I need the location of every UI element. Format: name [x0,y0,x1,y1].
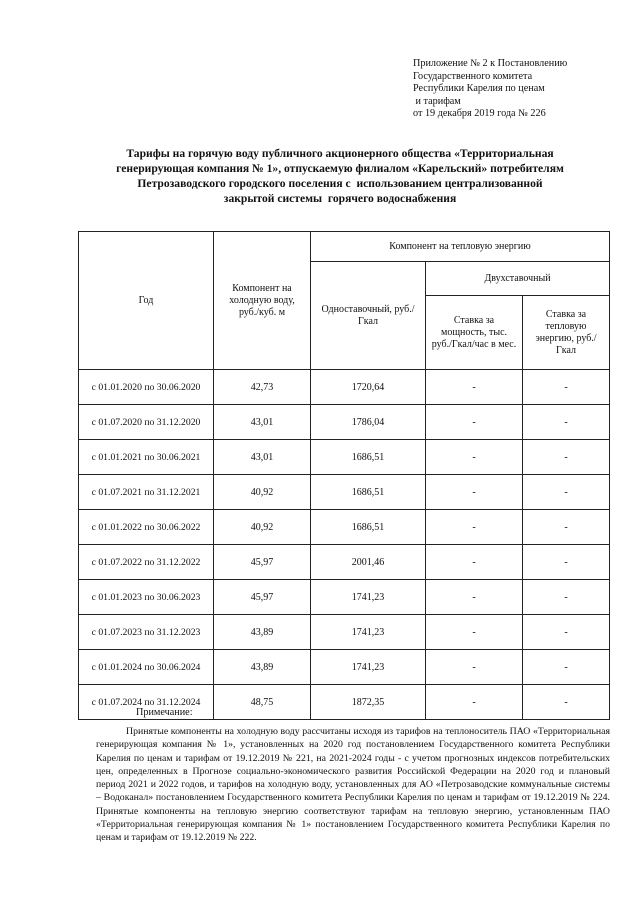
title-line: закрытой системы горячего водоснабжения [223,192,457,205]
tariff-table [78,231,610,720]
appendix-line: Республики Карелия по ценам [413,83,545,95]
header-heat-energy: Компонент на тепловую энергию [311,232,610,262]
appendix-line: и тарифам [413,95,461,107]
cell-single-rate: 2001,46 [311,545,426,580]
cell-cold-water: 40,92 [214,475,311,510]
cell-single-rate: 1741,23 [311,615,426,650]
cell-energy-rate: - [523,510,610,545]
cell-period: с 01.01.2020 по 30.06.2020 [79,370,214,405]
cell-period: с 01.01.2024 по 30.06.2024 [79,650,214,685]
cell-single-rate: 1741,23 [311,580,426,615]
cell-cold-water: 48,75 [214,685,311,720]
cell-cold-water: 43,89 [214,650,311,685]
title-line: генерирующая компания № 1», отпускаемую филиалом «Карельский» потребителям [116,162,564,175]
cell-capacity-rate: - [426,545,523,580]
table-row [79,615,610,650]
header-capacity-rate [426,296,523,370]
header-single-rate [311,262,426,370]
table-row [79,440,610,475]
cell-period: с 01.01.2022 по 30.06.2022 [79,510,214,545]
cell-cold-water: 45,97 [214,545,311,580]
cell-single-rate: 1686,51 [311,510,426,545]
cell-cold-water: 45,97 [214,580,311,615]
cell-capacity-rate: - [426,650,523,685]
title-line: Тарифы на горячую воду публичного акционерного общества «Территориальная [126,147,554,160]
table-row [79,510,610,545]
cell-energy-rate: - [523,405,610,440]
cell-period: с 01.07.2024 по 31.12.2024 [79,685,214,720]
title-line: Петрозаводского городского поселения с использованием централизованной [137,177,543,190]
cell-energy-rate: - [523,650,610,685]
table-row [79,370,610,405]
cell-single-rate: 1741,23 [311,650,426,685]
header-cold-water [214,232,311,370]
cell-capacity-rate: - [426,440,523,475]
cell-cold-water: 43,01 [214,440,311,475]
cell-capacity-rate: - [426,475,523,510]
document-title [80,146,600,206]
cell-period: с 01.07.2020 по 31.12.2020 [79,405,214,440]
cell-period: с 01.01.2021 по 30.06.2021 [79,440,214,475]
cell-period: с 01.07.2023 по 31.12.2023 [79,615,214,650]
cell-cold-water: 43,89 [214,615,311,650]
cell-single-rate: 1786,04 [311,405,426,440]
note-text: Принятые компоненты на холодную воду рассчитаны исходя из тарифов на теплоноситель ПАО «Территориальная генерирующая компания № 1», установленных на 2020 год постановлением Государственного комитета Республики Карелия по ценам и тарифам от 19.12.2019 № 221, на 2021-2024 годы - с учетом прогнозных индексов потребительских цен, определенных в Прогнозе социально-экономического развития Российской Федерации на 2020 год и плановый период 2021 и 2022 годов, и тарифов на холодную воду, установленных для АО «Петрозаводские коммунальные системы – Водоканал» постановлением Государственного комитета Республики Карелия по ценам и тарифам от 19.12.2019 № 224. Принятые компоненты на тепловую энергию соответствуют тарифам на тепловую энергию, установленным ПАО «Территориальная генерирующая компания № 1» постановлением Государственного комитета Республики Карелия по ценам и тарифам от 19.12.2019 № 222. [96,726,610,844]
cell-period: с 01.01.2023 по 30.06.2023 [79,580,214,615]
cell-capacity-rate: - [426,615,523,650]
table-row [79,650,610,685]
cell-energy-rate: - [523,475,610,510]
cell-energy-rate: - [523,370,610,405]
header-single-rate-label: Одноставочный, руб./Гкал [321,303,415,327]
cell-period: с 01.07.2021 по 31.12.2021 [79,475,214,510]
table-row [79,580,610,615]
header-energy-rate-label: Ставка за тепловую энергию, руб./Гкал [535,308,597,356]
appendix-line: от 19 декабря 2019 года № 226 [413,108,546,120]
cell-energy-rate: - [523,685,610,720]
cell-energy-rate: - [523,580,610,615]
cell-capacity-rate: - [426,580,523,615]
header-year: Год [79,232,214,370]
cell-capacity-rate: - [426,405,523,440]
cell-period: с 01.07.2022 по 31.12.2022 [79,545,214,580]
cell-energy-rate: - [523,440,610,475]
cell-single-rate: 1686,51 [311,475,426,510]
header-energy-rate [523,296,610,370]
cell-cold-water: 42,73 [214,370,311,405]
header-two-rate: Двухставочный [426,262,610,296]
cell-capacity-rate: - [426,370,523,405]
header-cold-water-label: Компонент на холодную воду, руб./куб. м [229,282,295,318]
table-row [79,475,610,510]
note-heading: Примечание: [136,707,193,718]
table-row [79,545,610,580]
cell-capacity-rate: - [426,685,523,720]
header-capacity-rate-label: Ставка за мощность, тыс. руб./Гкал/час в мес. [431,314,517,350]
cell-cold-water: 43,01 [214,405,311,440]
cell-single-rate: 1720,64 [311,370,426,405]
cell-cold-water: 40,92 [214,510,311,545]
cell-capacity-rate: - [426,510,523,545]
cell-energy-rate: - [523,545,610,580]
cell-single-rate: 1872,35 [311,685,426,720]
cell-single-rate: 1686,51 [311,440,426,475]
table-row [79,405,610,440]
appendix-reference [413,58,628,121]
appendix-line: Приложение № 2 к Постановлению [413,58,568,69]
appendix-line: Государственного комитета [413,70,533,82]
cell-energy-rate: - [523,615,610,650]
